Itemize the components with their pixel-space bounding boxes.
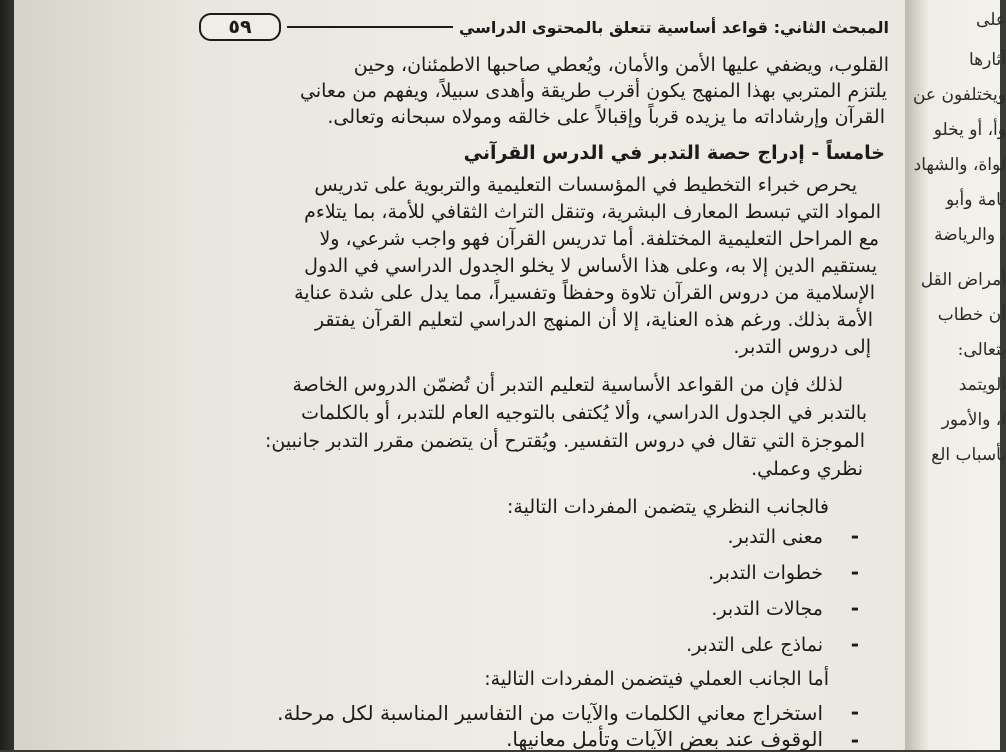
text-line: الأمة بذلك. ورغم هذه العناية، إلا أن المنهج الدراسي لتعليم القرآن يفتقر bbox=[314, 309, 873, 331]
header-rule bbox=[287, 26, 453, 28]
page-header bbox=[199, 10, 889, 44]
text-line: يلتزم المتربي بهذا المنهج يكون أقرب طريقة وأهدى سبيلاً، ويفهم من معاني bbox=[299, 80, 887, 102]
side-text-line: أمراض القل bbox=[920, 270, 1006, 290]
side-text-line: آثارها bbox=[969, 50, 1006, 70]
bullet-dash: - bbox=[850, 700, 859, 724]
book-page bbox=[14, 0, 919, 750]
text-line: إلى دروس التدبر. bbox=[733, 336, 871, 358]
text-line: مع المراحل التعليمية المختلفة. أما تدريس القرآن فهو واجب شرعي، ولا bbox=[319, 228, 879, 250]
text-line: القرآن وإرشاداته ما يزيده قرباً وإقبالاً على خالقه ومولاه سبحانه وتعالى. bbox=[327, 106, 885, 128]
side-text-line: أن خطاب bbox=[937, 305, 1006, 325]
adjacent-page bbox=[905, 0, 1006, 750]
side-text-line: بتعالى: bbox=[957, 340, 1006, 360]
side-text-line: الويتمد bbox=[958, 375, 1006, 395]
list-item: مجالات التدبر. bbox=[711, 598, 823, 620]
side-text-line: يامة وأبو bbox=[946, 190, 1006, 210]
text-line: بالتدبر في الجدول الدراسي، وألا يُكتفى بالتوجيه العام للتدبر، أو بالكلمات bbox=[301, 402, 867, 424]
bullet-dash: - bbox=[850, 728, 859, 752]
page-number: ٥٩ bbox=[228, 16, 252, 38]
text-line: الإسلامية من دروس القرآن تلاوة وحفظاً وتفسيراً، مما يدل على شدة عناية bbox=[294, 282, 875, 304]
side-text-line: ا، والأمور bbox=[941, 410, 1006, 430]
section-heading: خامساً - إدراج حصة التدبر في الدرس القرآني bbox=[463, 142, 885, 164]
side-text-line: ويختلفون عن bbox=[912, 85, 1006, 105]
practical-intro: أما الجانب العملي فيتضمن المفردات التالية: bbox=[484, 668, 829, 690]
list-item: نماذج على التدبر. bbox=[686, 634, 823, 656]
text-line: نظري وعملي. bbox=[751, 458, 863, 480]
list-item: الوقوف عند بعض الآيات وتأمل معانيها. bbox=[506, 727, 823, 751]
header-title: المبحث الثاني: قواعد أساسية تتعلق بالمحتوى الدراسي bbox=[458, 17, 889, 37]
text-line: القلوب، ويضفي عليها الأمن والأمان، ويُعطي صاحبها الاطمئنان، وحين bbox=[353, 54, 889, 76]
side-text-line: وأ، أو يخلو bbox=[933, 120, 1006, 140]
bullet-dash: - bbox=[850, 596, 859, 620]
list-item: معنى التدبر. bbox=[727, 526, 823, 548]
side-text-line: بأسباب الع bbox=[931, 445, 1006, 465]
text-line: يحرص خبراء التخطيط في المؤسسات التعليمية والتربوية على تدريس bbox=[314, 174, 857, 196]
text-line: المواد التي تبسط المعارف البشرية، وتنقل التراث الثقافي للأمة، بما يتلاءم bbox=[304, 201, 881, 223]
bullet-dash: - bbox=[850, 560, 859, 584]
text-line: الموجزة التي تقال في دروس التفسير. ويُقترح أن يتضمن مقرر التدبر جانبين: bbox=[264, 430, 865, 452]
side-text-line: لواة، والشهاد bbox=[913, 155, 1006, 175]
text-line: لذلك فإن من القواعد الأساسية لتعليم التدبر أن تُضمّن الدروس الخاصة bbox=[292, 374, 843, 396]
side-text-line: على bbox=[976, 10, 1006, 30]
list-item: خطوات التدبر. bbox=[708, 562, 823, 584]
list-item: استخراج معاني الكلمات والآيات من التفاسير المناسبة لكل مرحلة. bbox=[277, 701, 823, 725]
theory-intro: فالجانب النظري يتضمن المفردات التالية: bbox=[507, 496, 829, 518]
page-number-badge bbox=[199, 13, 281, 41]
side-text-line: ، والرياضة bbox=[934, 225, 1006, 245]
text-line: يستقيم الدين إلا به، وعلى هذا الأساس لا يخلو الجدول الدراسي في الدول bbox=[304, 255, 877, 277]
bullet-dash: - bbox=[850, 524, 859, 548]
bullet-dash: - bbox=[850, 632, 859, 656]
